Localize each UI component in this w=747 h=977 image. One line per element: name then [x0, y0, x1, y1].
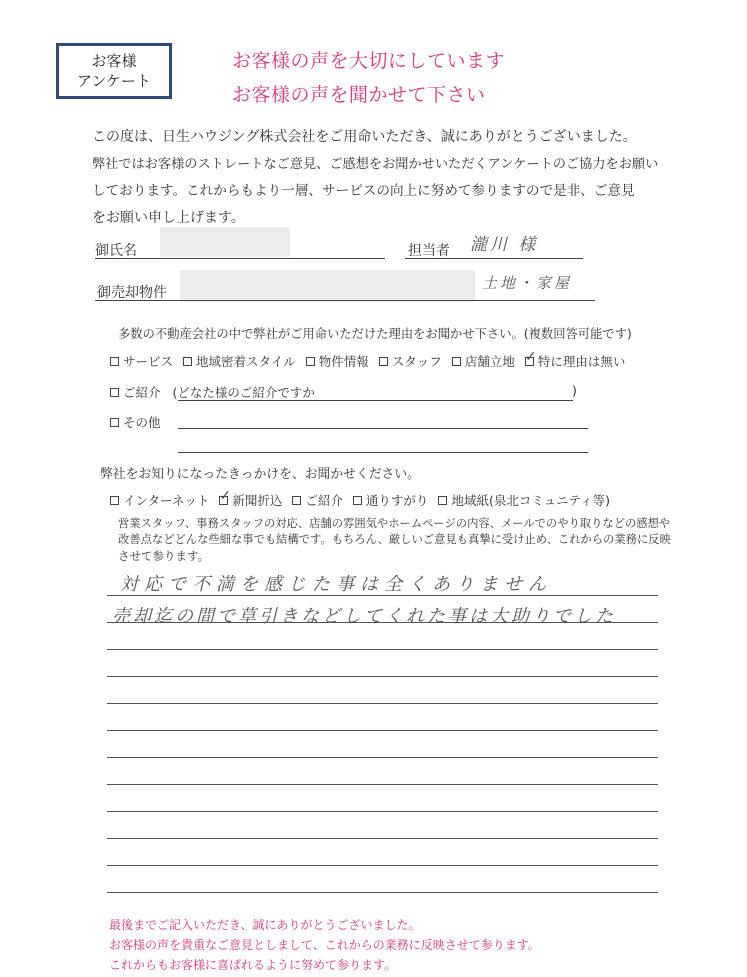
intro-text: [92, 124, 672, 232]
q1-option-other[interactable]: その他: [110, 413, 161, 431]
name-label: 御氏名: [95, 243, 137, 259]
survey-badge: [56, 43, 172, 99]
q2-options: [110, 491, 620, 509]
checkbox[interactable]: [452, 357, 461, 366]
property-value: 土地・家屋: [482, 274, 573, 292]
intro-line1: この度は、日生ハウジング株式会社をご用命いただき、誠にありがとうございました。: [92, 129, 637, 145]
intro-line2: 弊社ではお客様のストレートなご意見、ご感想をお聞かせいただくアンケートのご協力をお願い: [92, 157, 659, 172]
ruled-line: [107, 703, 658, 704]
q3-prompt: [118, 516, 678, 564]
q2-option-newspaper[interactable]: ✓ 新聞折込: [219, 491, 282, 509]
q1-option-staff[interactable]: スタッフ: [379, 352, 442, 370]
q1-question: 多数の不動産会社の中で弊社がご用命いただけた理由をお聞かせ下さい。(複数回答可能です): [118, 327, 632, 341]
ruled-line: [107, 730, 658, 731]
name-underline[interactable]: [95, 258, 385, 259]
referral-underline[interactable]: [178, 400, 573, 401]
ruled-line: [107, 649, 658, 650]
intro-line4: をお願い申し上げます。: [92, 210, 245, 226]
checkbox[interactable]: [306, 357, 315, 366]
ruled-line: [107, 595, 658, 596]
q1-referral-hint: (どなた様のご紹介ですか: [172, 385, 315, 400]
ruled-line: [107, 784, 658, 785]
ruled-line: [107, 892, 658, 893]
checkbox-checked[interactable]: [525, 357, 534, 366]
property-underline[interactable]: [95, 300, 595, 301]
checkbox[interactable]: [183, 357, 192, 366]
header-line2: お客様の声を聞かせて下さい: [232, 84, 486, 106]
q2-option-local-paper[interactable]: 地域紙(泉北コミュニティ等): [438, 491, 610, 509]
checkbox[interactable]: [438, 496, 447, 505]
q1-option-local[interactable]: 地域密着スタイル: [183, 352, 296, 370]
other-underline-2[interactable]: [178, 452, 588, 453]
ruled-line: [107, 757, 658, 758]
checkbox[interactable]: [110, 357, 119, 366]
checkbox[interactable]: [379, 357, 388, 366]
q1-option-no-reason[interactable]: ✓ 特に理由は無い: [525, 352, 626, 370]
q1-other-row: [110, 413, 171, 431]
footer-text: [109, 915, 540, 975]
other-underline-1[interactable]: [178, 428, 588, 429]
q3-line3: させて参ります。: [118, 549, 210, 563]
q3-line2: 改善点などどんな些細な事でも結構です。もちろん、厳しいご意見も真摯に受け止め、これからの業務に反映: [118, 533, 671, 546]
footer-line2: お客様の声を貴重なご意見としまして、これからの業務に反映させて参ります。: [109, 938, 540, 952]
checkbox[interactable]: [353, 496, 362, 505]
intro-line3: しております。これからもより一層、サービスの向上に努めて参りますので是非、ご意見: [92, 183, 635, 199]
q2-option-referral[interactable]: ご紹介: [292, 491, 343, 509]
q1-option-referral[interactable]: ご紹介: [110, 383, 161, 401]
q1-option-location[interactable]: 店舗立地: [452, 352, 515, 370]
badge-line1: お客様: [91, 52, 137, 70]
checkbox[interactable]: [110, 388, 119, 397]
footer-line3: これからもお客様に喜ばれるように努めて参ります。: [109, 958, 397, 972]
q1-option-property-info[interactable]: 物件情報: [306, 352, 369, 370]
ruled-line: [107, 865, 658, 866]
footer-line1: 最後までご記入いただき、誠にありがとうございました。: [109, 918, 421, 932]
staff-value: 瀧川 様: [470, 235, 539, 255]
q1-referral-row: [110, 383, 315, 401]
staff-underline[interactable]: [405, 258, 583, 259]
ruled-line: [107, 838, 658, 839]
name-redaction: [160, 227, 290, 257]
property-label: 御売却物件: [97, 285, 167, 301]
checkbox-checked[interactable]: [219, 496, 228, 505]
q2-option-passing[interactable]: 通りすがり: [353, 491, 429, 509]
property-redaction: [180, 270, 475, 302]
q3-line1: 営業スタッフ、事務スタッフの対応、店舗の雰囲気やホームページの内容、メールでのやり取りなどの感想や: [118, 517, 671, 530]
staff-label: 担当者: [408, 243, 450, 259]
q1-referral-close: ): [572, 383, 577, 398]
ruled-line: [107, 622, 658, 623]
checkbox[interactable]: [110, 418, 119, 427]
badge-line2: アンケート: [76, 72, 152, 90]
q2-option-internet[interactable]: インターネット: [110, 491, 209, 509]
header-line1: お客様の声を大切にしています: [232, 50, 506, 72]
ruled-line: [107, 676, 658, 677]
q2-question: 弊社をお知りになったきっかけを、お聞かせください。: [100, 467, 420, 482]
checkbox[interactable]: [292, 496, 301, 505]
ruled-line: [107, 811, 658, 812]
checkbox[interactable]: [110, 496, 119, 505]
answer-line1: 対応で不満を感じた事は全くありません: [120, 574, 552, 595]
q1-option-service[interactable]: サービス: [110, 352, 173, 370]
q1-options: [110, 352, 635, 370]
answer-line2: 売却迄の間で草引きなどしてくれた事は大助りでした: [112, 606, 616, 627]
